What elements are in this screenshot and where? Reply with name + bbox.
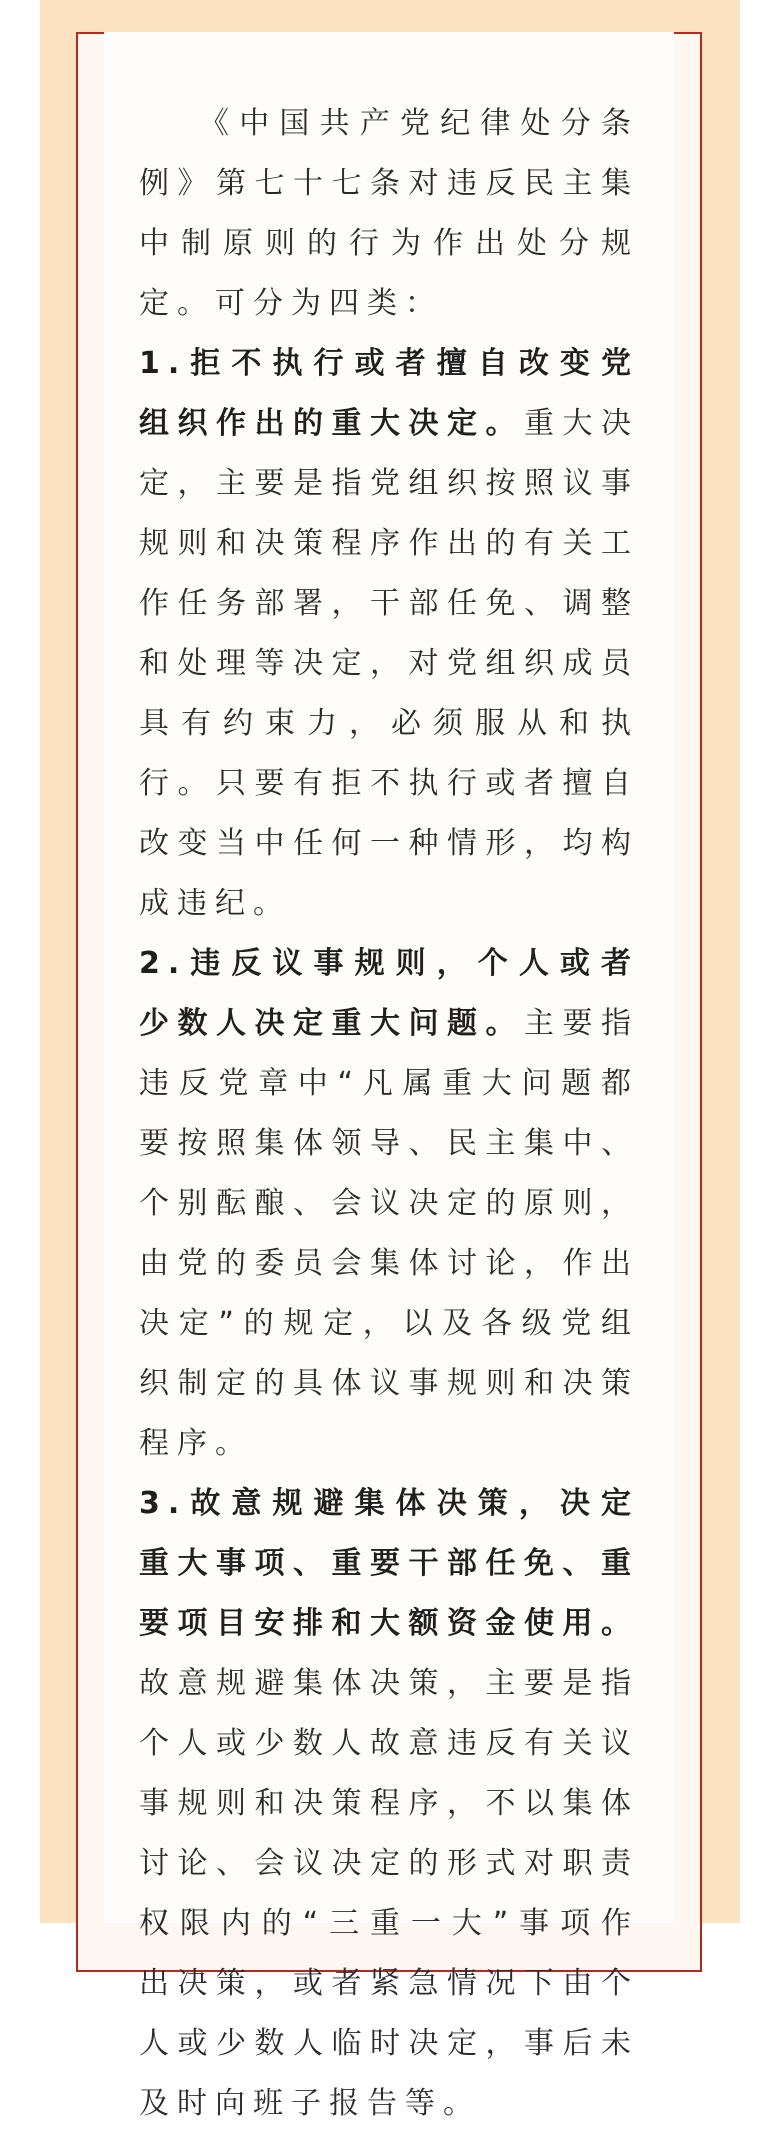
item-body: 重大决定，主要是指党组织按照议事规则和决策程序作出的有关工作任务部署，干部任免、调整和处理等决定，对党组织成员具有约束力，必须服从和执行。只要有拒不执行或者擅自改变当中任何一种情形，均构成违纪。 — [139, 406, 639, 921]
article-intro: 《中国共产党纪律处分条例》第七十七条对违反民主集中制原则的行为作出处分规定。可分为四类： — [139, 106, 639, 321]
list-item — [139, 934, 639, 1474]
item-body: 故意规避集体决策，主要是指个人或少数人故意违反有关议事规则和决策程序，不以集体讨论、会议决定的形式对职责权限内的“三重一大”事项作出决策，或者紧急情况下由个人或少数人临时决定，事后未及时向班子报告等。 — [139, 1666, 639, 2121]
article-body — [139, 94, 639, 2134]
item-heading: 2.违反议事规则，个人或者少数人决定重大问题。 — [139, 946, 639, 1041]
list-item — [139, 334, 639, 934]
list-item — [139, 1474, 639, 2134]
item-heading: 1.拒不执行或者擅自改变党组织作出的重大决定。 — [139, 346, 639, 441]
item-body: 主要指违反党章中“凡属重大问题都要按照集体领导、民主集中、个别酝酿、会议决定的原则，由党的委员会集体讨论，作出决定”的规定，以及各级党组织制定的具体议事规则和决策程序。 — [139, 1006, 639, 1461]
item-heading: 3.故意规避集体决策，决定重大事项、重要干部任免、重要项目安排和大额资金使用。 — [139, 1486, 639, 1641]
